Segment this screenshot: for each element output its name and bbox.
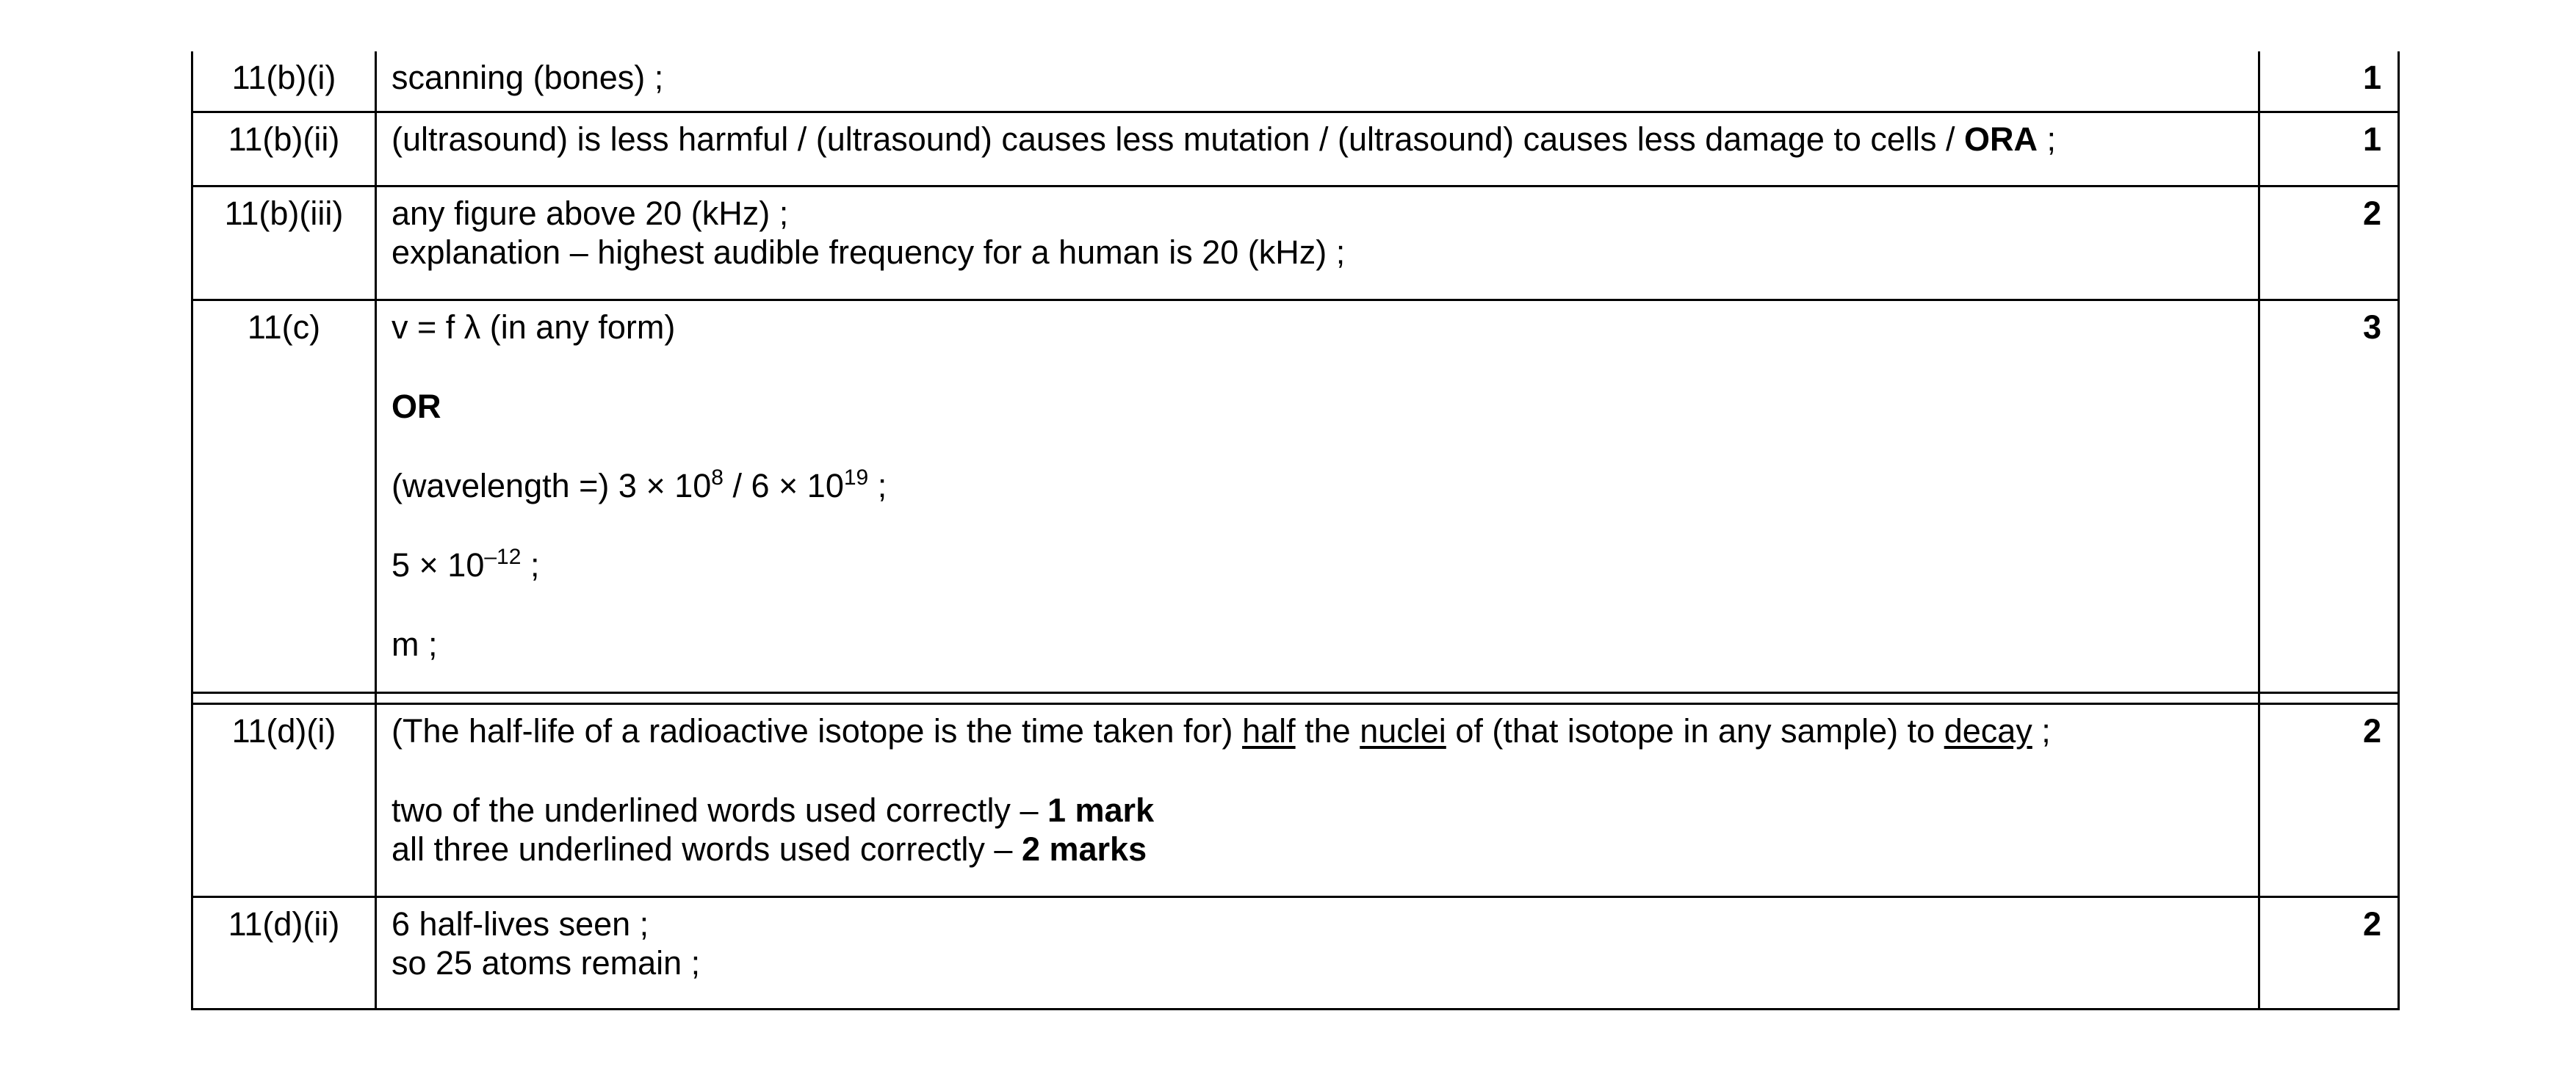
question-number: 11(b)(i) [192,51,376,112]
answer-line: 6 half-lives seen ; [392,905,649,943]
table-row [192,300,2399,692]
question-number: 11(d)(i) [192,703,376,896]
answer-cell [376,112,2259,186]
question-number: 11(d)(ii) [192,896,376,1009]
answer-line: any figure above 20 (kHz) ; [392,194,789,232]
result-line: $5 \times 10^{-12}$ ; [392,544,540,584]
ora-bold: ORA [1963,120,2038,158]
answer-cell [376,300,2259,692]
formula-line: v = f λ (in any form) [392,308,676,346]
answer-cell [376,51,2259,112]
table-row [192,112,2399,186]
underlined-word: half [1242,711,1296,750]
answer-cell [376,896,2259,1009]
question-number: 11(b)(iii) [192,186,376,300]
underlined-word: nuclei [1360,711,1446,750]
or-label: OR [392,387,441,425]
marks-cell: 2 [2259,186,2399,300]
wavelength-line: (wavelength =) $3 \times 10^8 / 6 \times 10^{19}$ ; [392,465,887,504]
marking-rule: two of the underlined words used correctly – 1 mark [392,791,1155,829]
marks-cell: 2 [2259,896,2399,1009]
marking-rule: all three underlined words used correctly – 2 marks [392,830,1147,868]
answer-cell [376,186,2259,300]
table-row [192,51,2399,112]
table-row [192,186,2399,300]
answer-cell [376,703,2259,896]
marks-cell: 3 [2259,300,2399,692]
answer-line: so 25 atoms remain ; [392,943,701,982]
marks-cell: 2 [2259,703,2399,896]
answer-text: (ultrasound) is less harmful / (ultrasound) causes less mutation / (ultrasound) causes less damage to cells / ORA ; [392,120,2056,158]
question-number: 11(b)(ii) [192,112,376,186]
table-row [192,703,2399,896]
answer-line: explanation – highest audible frequency for a human is 20 (kHz) ; [392,233,1346,271]
row-separator [192,692,2399,703]
underlined-word: decay [1944,711,2032,750]
marks-cell: 1 [2259,112,2399,186]
unit-line: m ; [392,625,438,663]
table-row [192,896,2399,1009]
definition-line: (The half-life of a radioactive isotope is the time taken for) half the nuclei of (that isotope in any sample) to decay ; [392,711,2051,750]
answer-text: scanning (bones) ; [392,59,664,96]
question-number: 11(c) [192,300,376,692]
marks-cell: 1 [2259,51,2399,112]
mark-scheme-table [191,51,2400,1010]
